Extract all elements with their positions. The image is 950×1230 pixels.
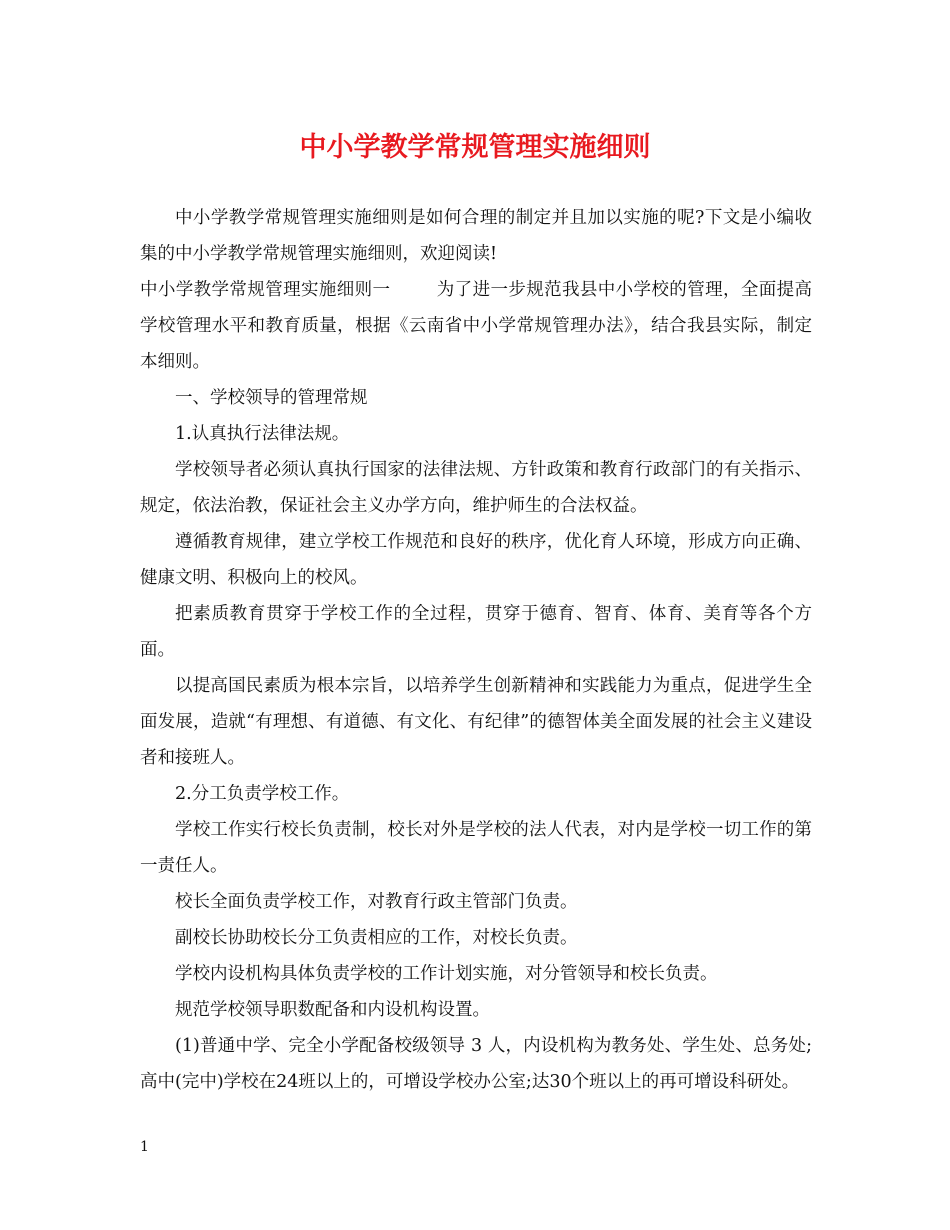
paragraph: (1)普通中学、完全小学配备校级领导 3 人，内设机构为教务处、学生处、总务处;高中(完中)学校在24班以上的，可增设学校办公室;达30个班以上的再可增设科研处。 [140,1036,812,1092]
paragraph: 把素质教育贯穿于学校工作的全过程，贯穿于德育、智育、体育、美育等各个方面。 [140,604,812,660]
page-number: 1 [140,1139,149,1155]
paragraph: 以提高国民素质为根本宗旨，以培养学生创新精神和实践能力为重点，促进学生全面发展，造就“有理想、有道德、有文化、有纪律”的德智体美全面发展的社会主义建设者和接班人。 [140,676,812,768]
paragraph: 遵循教育规律，建立学校工作规范和良好的秩序，优化育人环境，形成方向正确、健康文明、积极向上的校风。 [140,532,812,588]
paragraph: 学校内设机构具体负责学校的工作计划实施，对分管领导和校长负责。 [175,964,718,984]
paragraph: 学校领导者必须认真执行国家的法律法规、方针政策和教育行政部门的有关指示、规定，依法治教，保证社会主义办学方向，维护师生的合法权益。 [140,460,812,516]
heading-leader-rules: 一、学校领导的管理常规 [175,388,368,408]
section-intro-text: 为了进一步规范我县中小学校的管理，全面提高学校管理水平和教育质量，根据《云南省中小学常规管理办法》，结合我县实际，制定本细则。 [140,280,813,372]
document-body [140,200,812,1100]
subheading-division: 2.分工负责学校工作。 [175,784,350,804]
paragraph: 校长全面负责学校工作，对教育行政主管部门负责。 [175,892,578,912]
subheading-laws: 1.认真执行法律法规。 [175,424,350,444]
intro-paragraph: 中小学教学常规管理实施细则是如何合理的制定并且加以实施的呢?下文是小编收集的中小学教学常规管理实施细则，欢迎阅读! [140,208,812,264]
paragraph: 规范学校领导职数配备和内设机构设置。 [175,1000,490,1020]
paragraph: 学校工作实行校长负责制，校长对外是学校的法人代表，对内是学校一切工作的第一责任人。 [140,820,812,876]
section-intro-paragraph [140,272,812,380]
section-label: 中小学教学常规管理实施细则一 [140,280,391,300]
document-title: 中小学教学常规管理实施细则 [299,132,651,163]
paragraph: 副校长协助校长分工负责相应的工作，对校长负责。 [175,928,578,948]
